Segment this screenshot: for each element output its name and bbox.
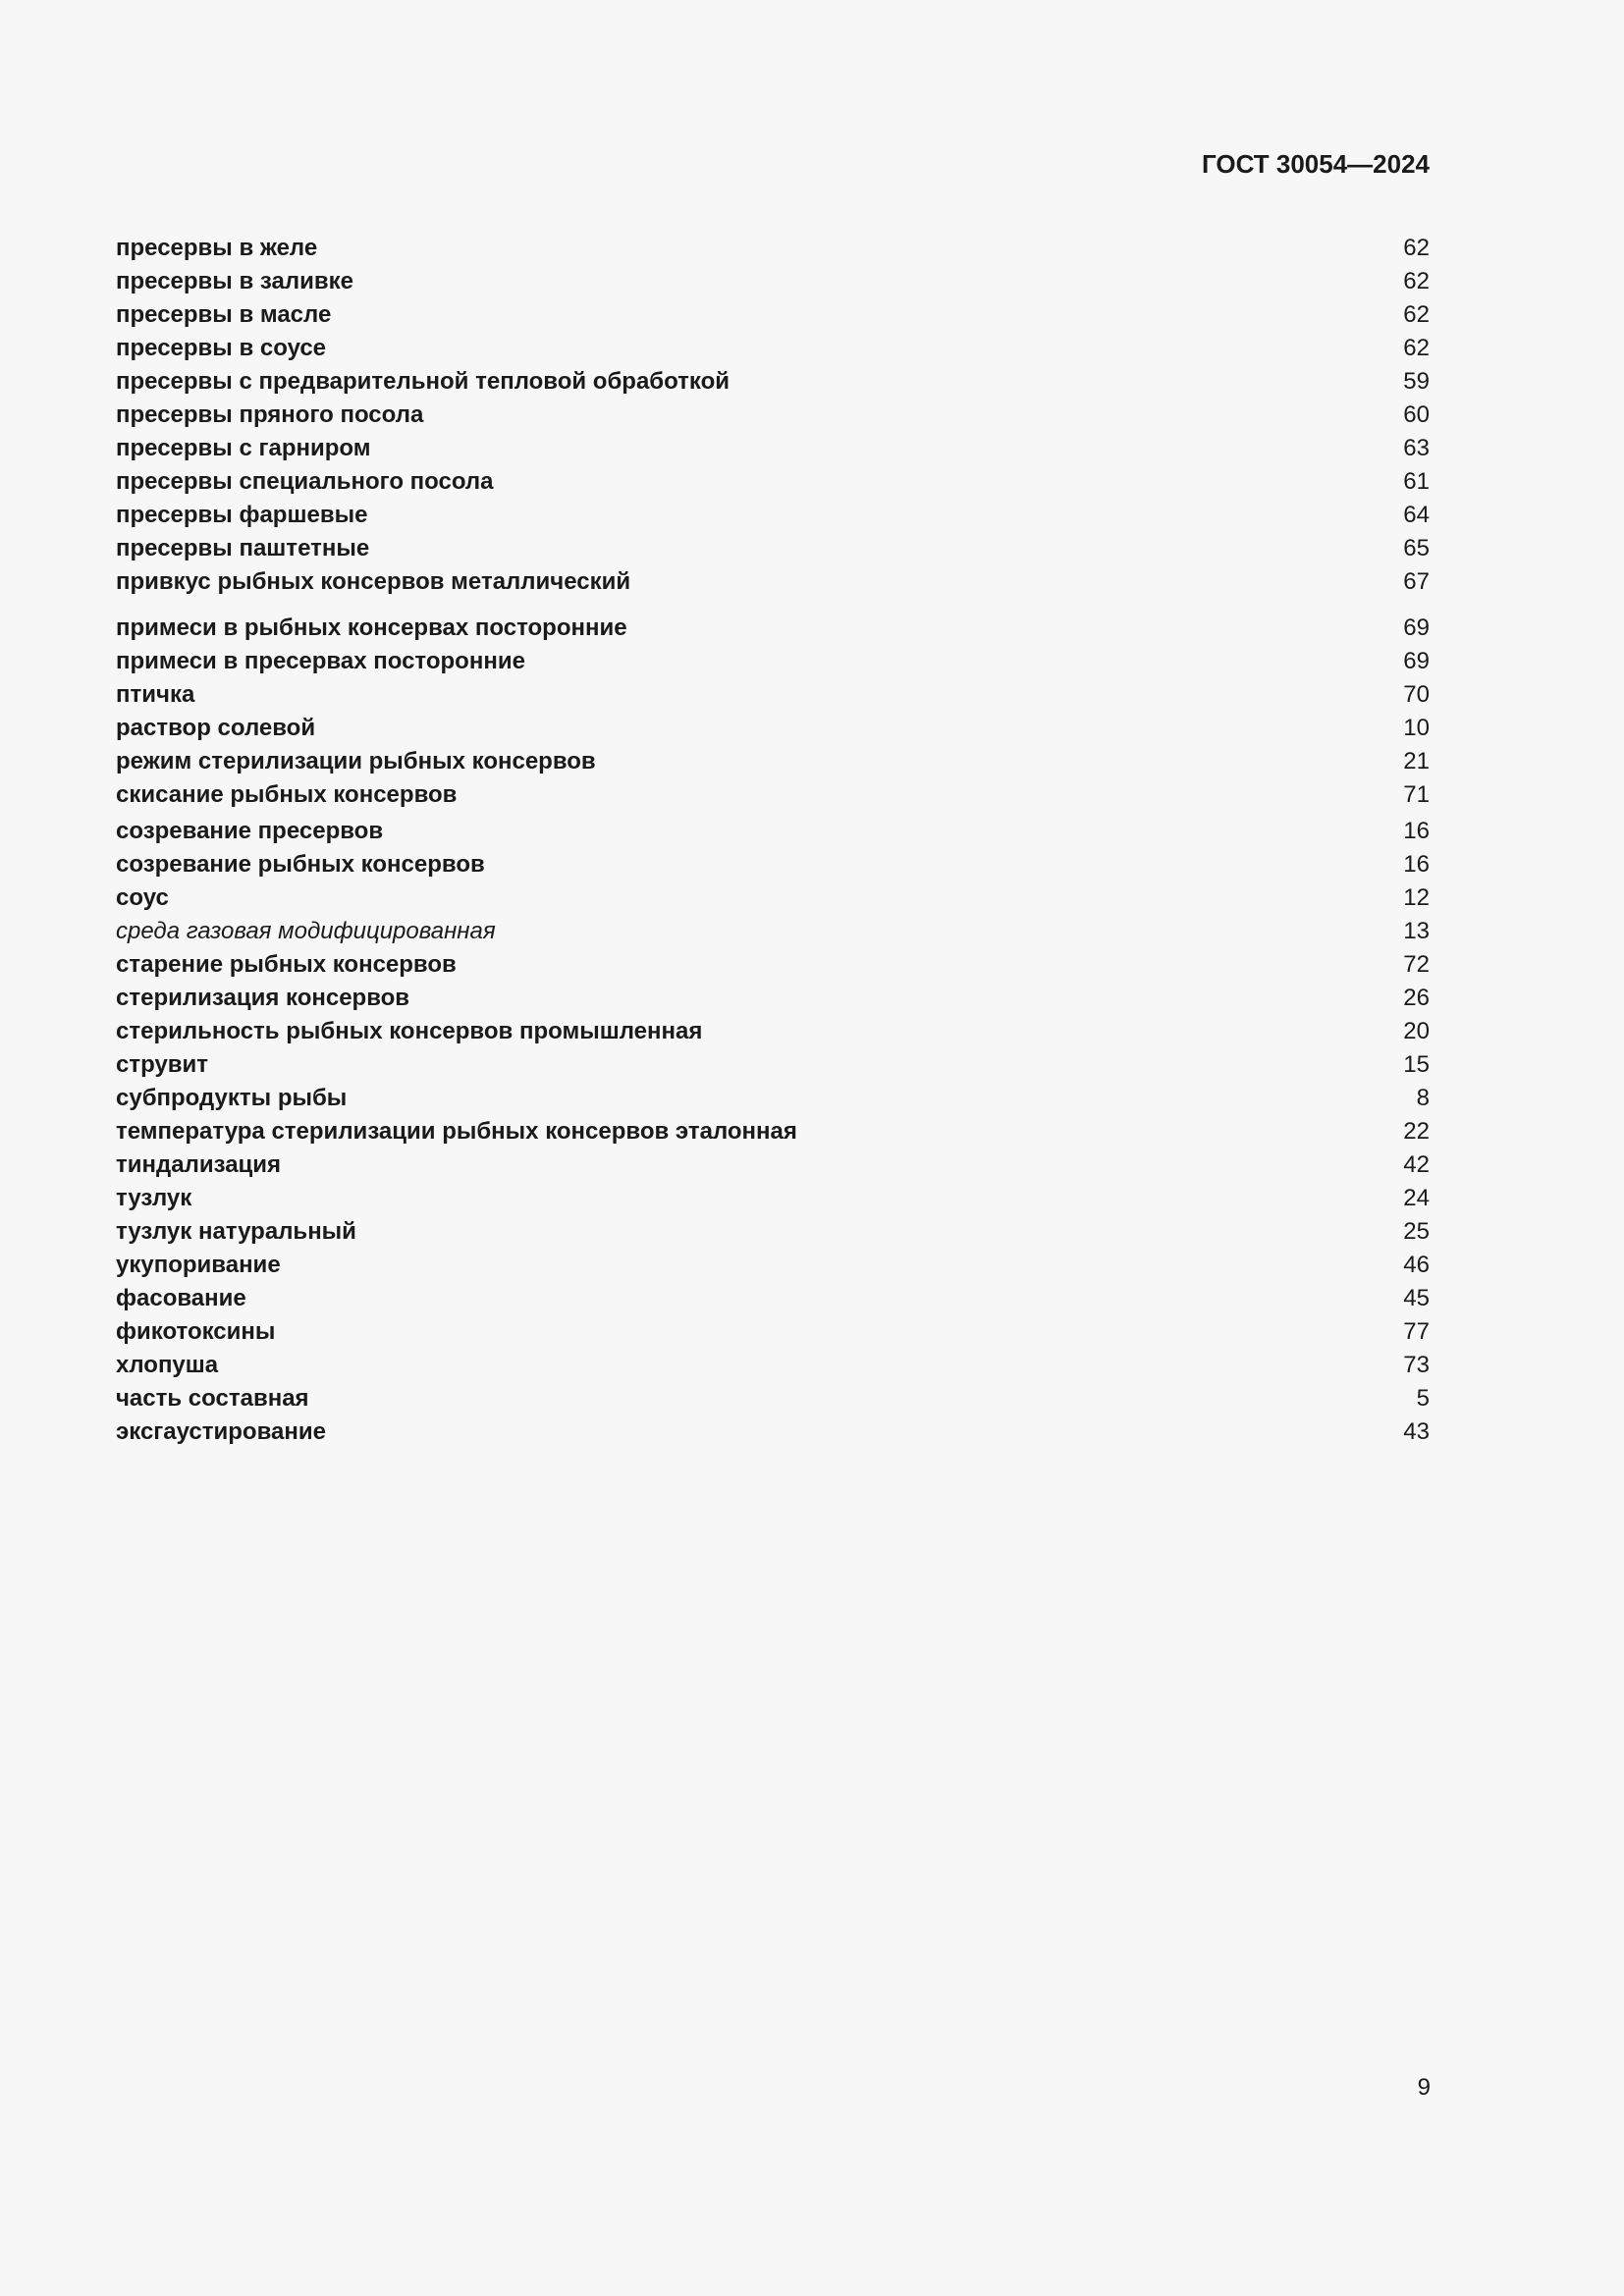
index-ref: 64 (1403, 502, 1430, 528)
index-ref: 8 (1416, 1085, 1430, 1111)
index-entry (116, 1315, 1430, 1349)
index-entry (116, 265, 1430, 298)
index-ref: 13 (1403, 918, 1430, 944)
index-ref: 42 (1403, 1151, 1430, 1178)
document-code: ГОСТ 30054—2024 (1202, 149, 1430, 179)
index-ref: 62 (1403, 235, 1430, 261)
index-term: струвит (116, 1051, 209, 1078)
index-ref: 69 (1403, 648, 1430, 674)
index-term: старение рыбных консервов (116, 951, 457, 978)
index-entry (116, 1048, 1430, 1082)
index-term: температура стерилизации рыбных консервов эталонная (116, 1118, 797, 1145)
index-term: созревание рыбных консервов (116, 851, 485, 878)
index-entry (116, 1282, 1430, 1315)
index-term: тиндализация (116, 1151, 282, 1178)
index-ref: 22 (1403, 1118, 1430, 1145)
index-entry (116, 432, 1430, 465)
index-term: фасование (116, 1285, 246, 1311)
index-entry (116, 298, 1430, 332)
index-entry (116, 815, 1430, 848)
index-ref: 5 (1416, 1385, 1430, 1412)
index-entry (116, 232, 1430, 265)
index-term: тузлук натуральный (116, 1218, 356, 1245)
index-ref: 61 (1403, 468, 1430, 495)
index-ref: 62 (1403, 335, 1430, 361)
index-ref: 73 (1403, 1352, 1430, 1378)
index-term: пресервы специального посола (116, 468, 494, 495)
index-ref: 65 (1403, 535, 1430, 561)
index-term: пресервы с предварительной тепловой обработкой (116, 368, 731, 395)
index-entry (116, 612, 1430, 645)
index-ref: 62 (1403, 301, 1430, 328)
index-ref: 12 (1403, 884, 1430, 911)
index-term: пресервы с гарниром (116, 435, 371, 461)
index-term: пресервы пряного посола (116, 401, 424, 428)
index-ref: 20 (1403, 1018, 1430, 1044)
index-term: пресервы в желе (116, 235, 318, 261)
index-ref: 24 (1403, 1185, 1430, 1211)
index-entry (116, 499, 1430, 532)
index-term: примеси в рыбных консервах посторонние (116, 614, 627, 641)
index-term: привкус рыбных консервов металлический (116, 568, 631, 595)
index-term: субпродукты рыбы (116, 1085, 348, 1111)
term-index-list (116, 232, 1430, 1449)
index-term: фикотоксины (116, 1318, 276, 1345)
index-ref: 15 (1403, 1051, 1430, 1078)
index-ref: 43 (1403, 1418, 1430, 1445)
index-entry (116, 1082, 1430, 1115)
index-entry (116, 881, 1430, 915)
index-entry (116, 399, 1430, 432)
index-ref: 71 (1403, 781, 1430, 808)
index-ref: 46 (1403, 1252, 1430, 1278)
index-term: пресервы фаршевые (116, 502, 368, 528)
index-entry (116, 1215, 1430, 1249)
index-entry (116, 712, 1430, 745)
index-entry (116, 1015, 1430, 1048)
page-number: 9 (1417, 2074, 1431, 2101)
index-entry (116, 365, 1430, 399)
index-entry (116, 565, 1430, 599)
index-ref: 59 (1403, 368, 1430, 395)
index-term: пресервы паштетные (116, 535, 370, 561)
index-term: раствор солевой (116, 715, 316, 741)
index-ref: 16 (1403, 818, 1430, 844)
index-entry (116, 982, 1430, 1015)
index-entry (116, 1115, 1430, 1148)
index-term: скисание рыбных консервов (116, 781, 458, 808)
index-term: птичка (116, 681, 195, 708)
index-entry (116, 1148, 1430, 1182)
index-entry (116, 1349, 1430, 1382)
index-ref: 10 (1403, 715, 1430, 741)
index-entry (116, 778, 1430, 812)
index-entry (116, 678, 1430, 712)
index-ref: 72 (1403, 951, 1430, 978)
index-entry (116, 915, 1430, 948)
index-entry (116, 1249, 1430, 1282)
index-term: соус (116, 884, 169, 911)
index-ref: 70 (1403, 681, 1430, 708)
index-term: созревание пресервов (116, 818, 384, 844)
index-ref: 69 (1403, 614, 1430, 641)
index-term: пресервы в заливке (116, 268, 353, 294)
index-ref: 60 (1403, 401, 1430, 428)
index-entry (116, 1182, 1430, 1215)
index-entry (116, 848, 1430, 881)
index-term: пресервы в масле (116, 301, 332, 328)
index-entry (116, 1382, 1430, 1415)
index-term: стерилизация консервов (116, 985, 410, 1011)
index-entry (116, 1415, 1430, 1449)
index-ref: 45 (1403, 1285, 1430, 1311)
index-term: хлопуша (116, 1352, 219, 1378)
index-entry (116, 465, 1430, 499)
index-term: стерильность рыбных консервов промышленная (116, 1018, 703, 1044)
index-term: пресервы в соусе (116, 335, 327, 361)
index-entry (116, 745, 1430, 778)
index-ref: 21 (1403, 748, 1430, 774)
index-ref: 77 (1403, 1318, 1430, 1345)
index-term: укупоривание (116, 1252, 281, 1278)
index-entry (116, 332, 1430, 365)
index-term: часть составная (116, 1385, 309, 1412)
index-ref: 25 (1403, 1218, 1430, 1245)
index-ref: 62 (1403, 268, 1430, 294)
index-ref: 16 (1403, 851, 1430, 878)
index-term: тузлук (116, 1185, 192, 1211)
index-entry (116, 645, 1430, 678)
index-term: примеси в пресервах посторонние (116, 648, 525, 674)
index-ref: 63 (1403, 435, 1430, 461)
index-term: режим стерилизации рыбных консервов (116, 748, 596, 774)
index-entry (116, 948, 1430, 982)
index-ref: 26 (1403, 985, 1430, 1011)
index-term: эксгаустирование (116, 1418, 326, 1445)
index-ref: 67 (1403, 568, 1430, 595)
index-term: среда газовая модифицированная (116, 918, 496, 944)
index-entry (116, 532, 1430, 565)
